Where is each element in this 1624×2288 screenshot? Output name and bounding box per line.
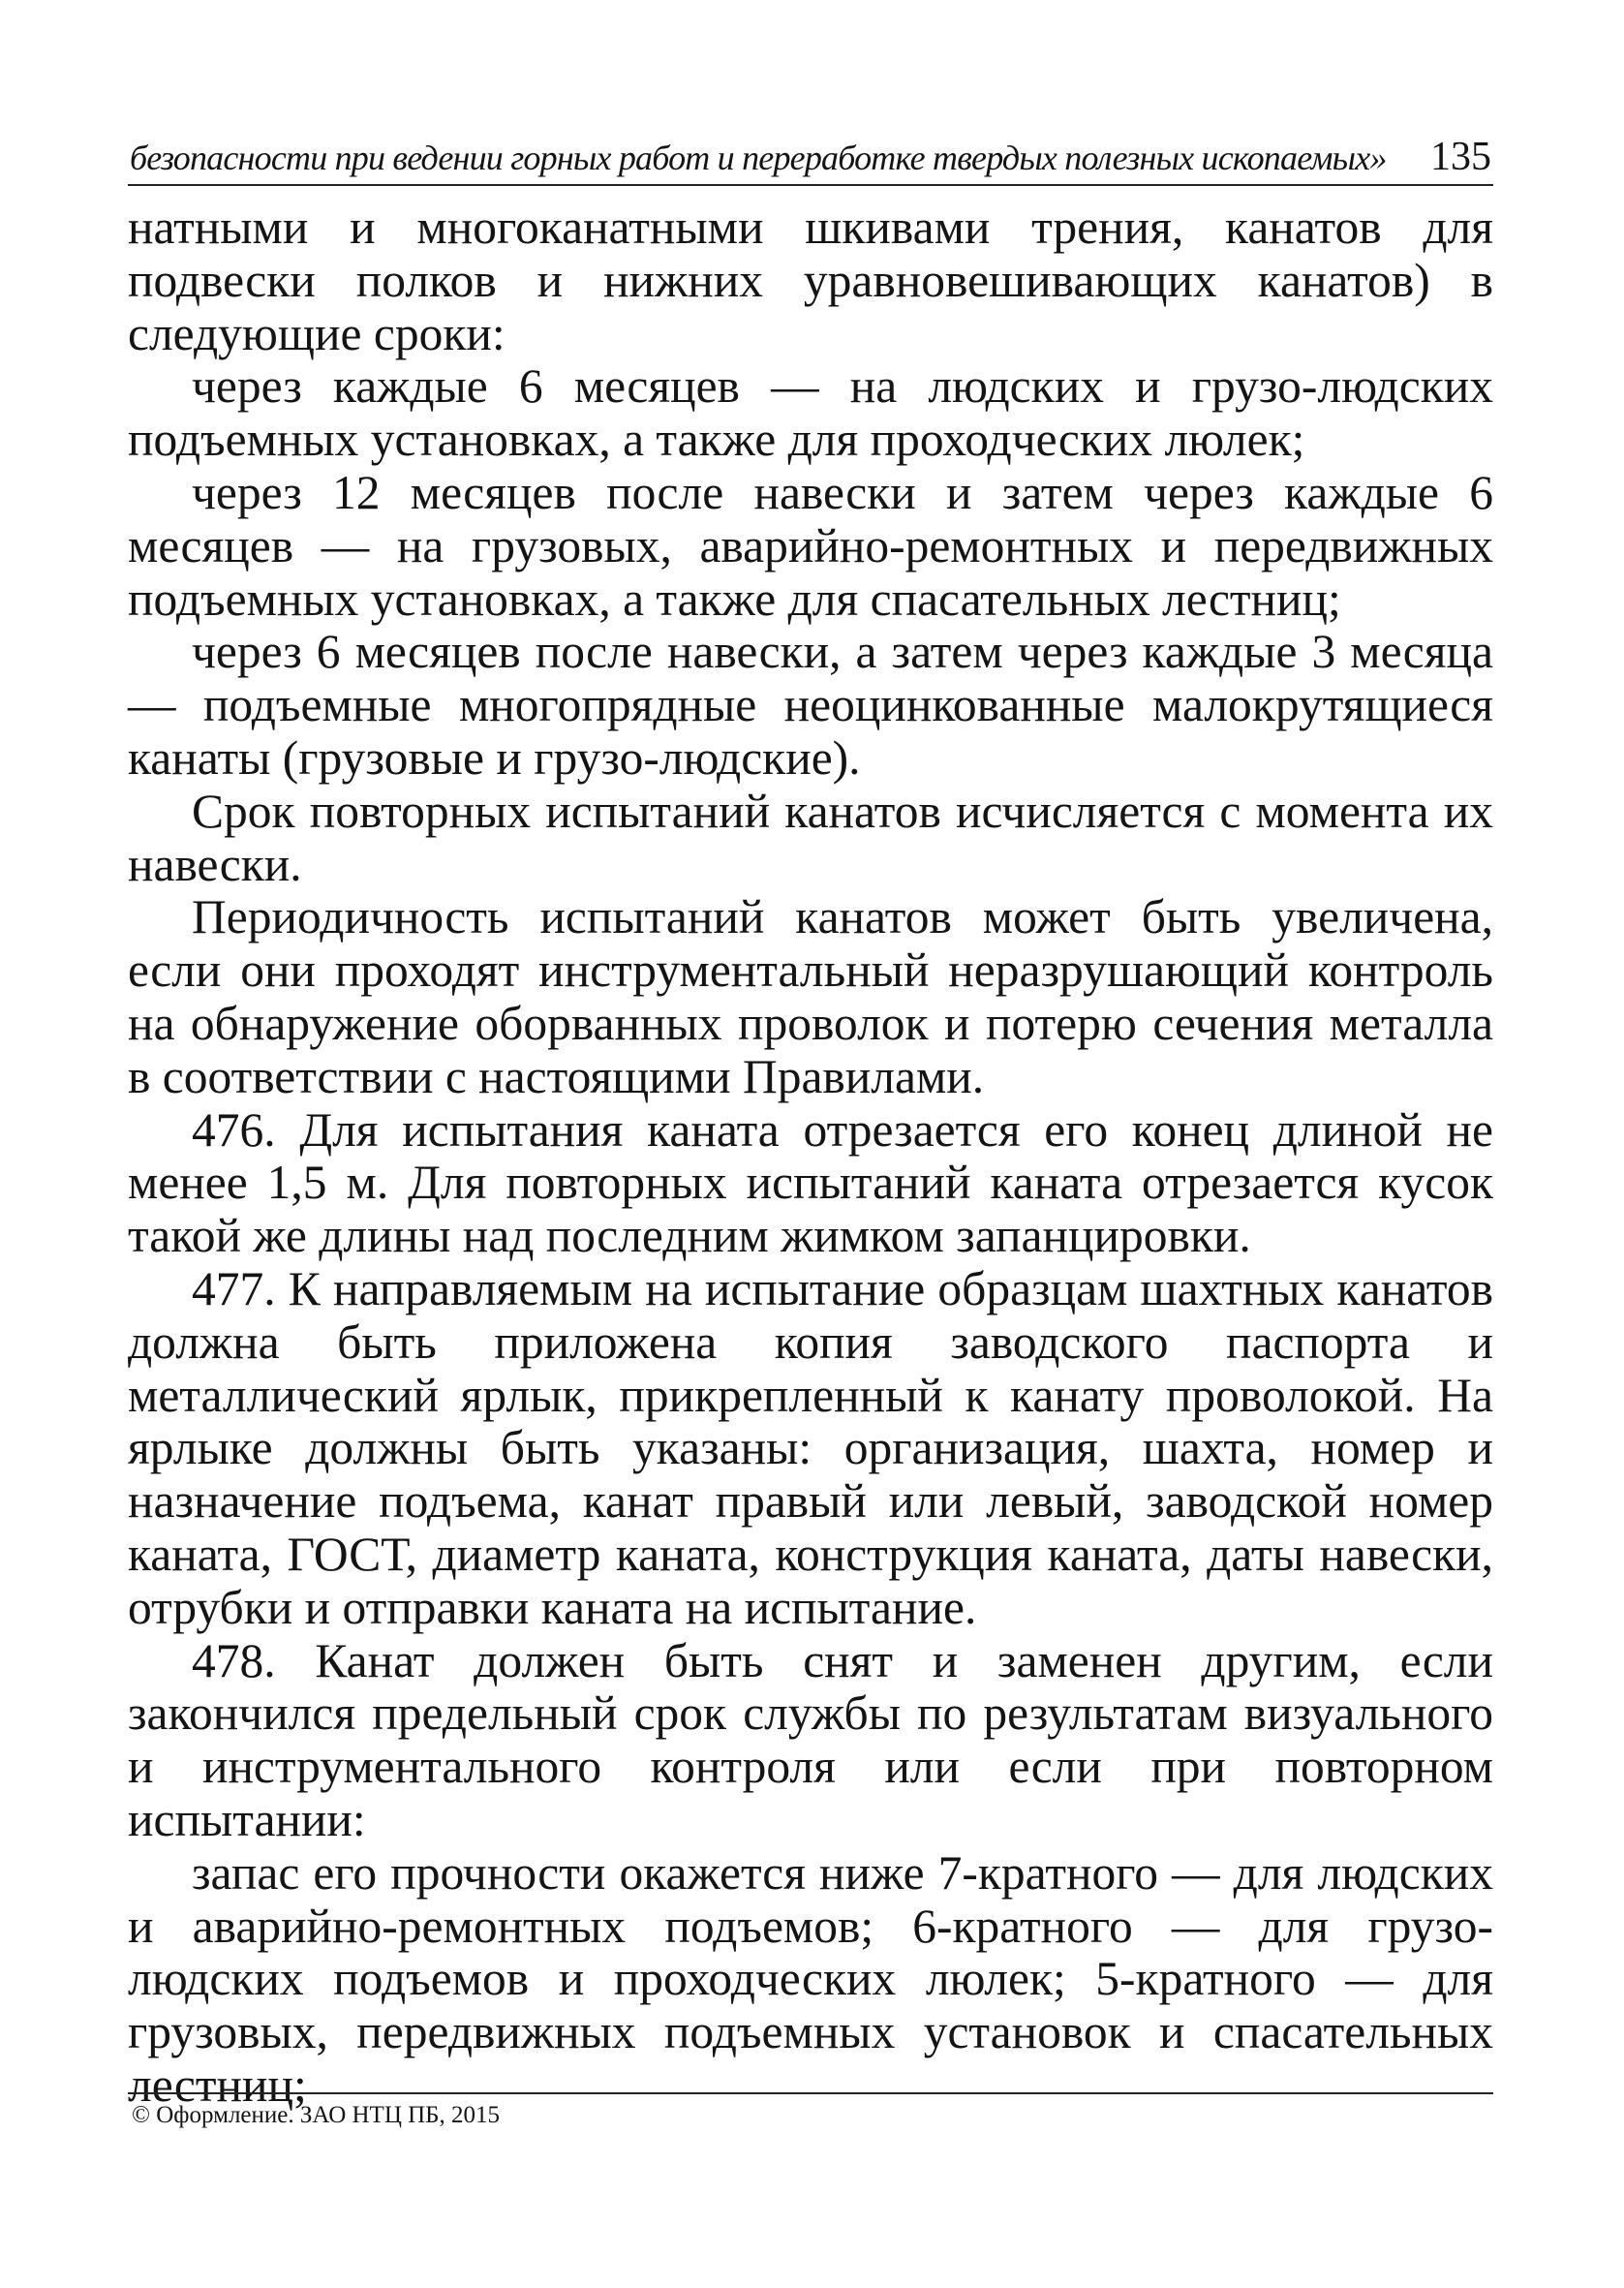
paragraph-6-month-term: через каждые 6 месяцев — на людских и грузо-людских подъемных установках, а также для проходческих люлек; (128, 359, 1493, 467)
paragraph-3-month-term: через 6 месяцев после навески, а затем через каждые 3 месяца — подъемные многопрядные неоцинкованные малокрутящиеся канаты (грузовые и грузо-людские). (128, 625, 1493, 785)
paragraph-continuation: натными и многоканатными шкивами трения, канатов для подвески полков и нижних уравновешивающих канатов) в следующие сроки: (128, 201, 1493, 360)
page-number: 135 (1430, 135, 1491, 179)
paragraph-clause-478: 478. Канат должен быть снят и заменен другим, если закончился предельный срок службы по результатам визуального и инструментального контроля или если при повторном испытании: (128, 1633, 1493, 1846)
running-header (128, 124, 1493, 186)
paragraph-periodicity: Периодичность испытаний канатов может быть увеличена, если они проходят инструментальный неразрушающий контроль на обнаружение оборванных проволок и потерю сечения металла в соответствии с настоящими Правилами. (128, 890, 1493, 1103)
footer-divider (128, 2092, 1493, 2094)
paragraph-clause-477: 477. К направляемым на испытание образцам шахтных канатов должна быть приложена копия заводского паспорта и металлический ярлык, прикрепленный к канату проволокой. На ярлыке должны быть указаны: организация, шахта, номер и назначение подъема, канат правый или левый, заводской номер каната, ГОСТ, диаметр каната, конструкция каната, даты навески, отрубки и отправки каната на испытание. (128, 1261, 1493, 1634)
paragraph-clause-476: 476. Для испытания каната отрезается его конец длиной не менее 1,5 м. Для повторных испытаний каната отрезается кусок такой же длины над последним жимком запанцировки. (128, 1102, 1493, 1263)
running-header-title: безопасности при ведении горных работ и переработке твердых полезных ископаемых» (130, 139, 1387, 177)
paragraph-12-month-term: через 12 месяцев после навески и затем через каждые 6 месяцев — на грузовых, аварийно-ремонтных и передвижных подъемных установках, а также для спасательных лестниц; (128, 465, 1493, 626)
footer-copyright: © Оформление. ЗАО НТЦ ПБ, 2015 (132, 2102, 501, 2128)
paragraph-safety-factor: запас его прочности окажется ниже 7-кратного — для людских и аварийно-ремонтных подъемов; 6-кратного — для грузо-людских подъемов и проходческих люлек; 5-кратного — для грузовых, передвижных подъемных установок и спасательных лестниц; (128, 1845, 1493, 2112)
paragraph-retest-term: Срок повторных испытаний канатов исчисляется с момента их навески. (128, 784, 1493, 891)
body-text (128, 201, 1493, 2113)
